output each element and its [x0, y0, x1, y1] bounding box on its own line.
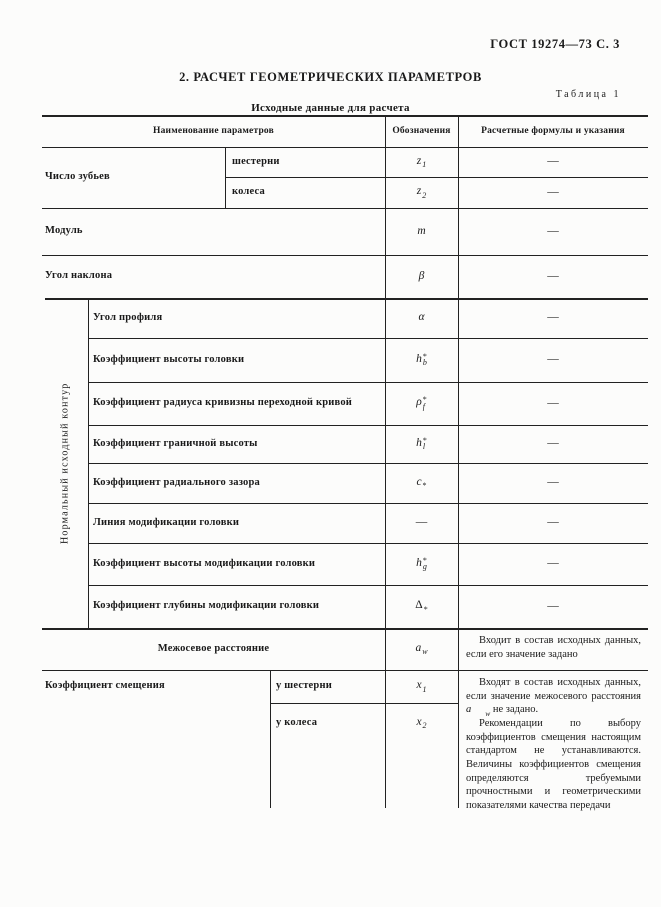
designation-hl: [385, 425, 458, 463]
symbol-sup: *: [422, 351, 427, 361]
row-shift-name: Коэффициент смещения: [45, 680, 165, 692]
formula-beta: —: [547, 269, 559, 282]
symbol-sub: f: [422, 401, 425, 411]
designation-rho-f: [385, 382, 458, 425]
formula-c: —: [547, 476, 559, 489]
row-teeth-sub-wheel: колеса: [232, 186, 265, 198]
symbol-sub: b: [422, 358, 427, 368]
row-addendum-name: Коэффициент высоты головки: [93, 353, 245, 365]
formula-delta: —: [547, 599, 559, 612]
symbol-base: a: [466, 704, 472, 716]
column-header-designation: Обозначения: [392, 125, 451, 136]
symbol-base: x: [416, 679, 422, 692]
symbol-sub: w: [422, 647, 428, 657]
formula-z1: —: [547, 155, 559, 168]
note-text: не задано.: [490, 704, 539, 716]
designation-delta: [385, 585, 458, 628]
symbol-sub: 1: [422, 684, 427, 694]
designation-z2: [385, 177, 458, 208]
designation-beta: [385, 255, 458, 298]
column-header-formulas: Расчетные формулы и указания: [481, 125, 625, 136]
symbol-sub: 2: [422, 721, 427, 731]
note-paragraph-1: [466, 676, 641, 717]
symbol-base: Δ: [415, 599, 423, 612]
note-text: Входят в состав исходных данных, если значение межосевого расстояния: [466, 677, 641, 702]
symbol-sub: w: [485, 708, 491, 718]
designation-z1: [385, 147, 458, 177]
row-clearance-name: Коэффициент радиального зазора: [93, 476, 261, 488]
designation-hb: [385, 338, 458, 382]
row-shift-sub-wheel: у колеса: [276, 716, 318, 728]
group-label-basic-rack: Нормальный исходный контур: [59, 382, 71, 544]
symbol-base: h: [416, 436, 422, 449]
symbol-base: β: [418, 269, 425, 282]
table-title: Исходные данные для расчета: [251, 102, 410, 114]
formula-z2: —: [547, 185, 559, 198]
designation-m: [385, 208, 458, 255]
designation-c: [385, 463, 458, 503]
row-moddepth-name: Коэффициент глубины модификации головки: [93, 600, 320, 612]
row-center-distance-name: Межосевое расстояние: [157, 642, 270, 654]
symbol-base: z: [416, 185, 422, 198]
symbol-base: x: [416, 715, 422, 728]
note-text: Входит в состав исходных данных, если его значение задано: [466, 635, 641, 660]
designation-aw: [385, 628, 458, 670]
symbol-base: h: [416, 556, 422, 569]
column-header-name: Наименование параметров: [153, 125, 274, 136]
formula-hg: —: [547, 557, 559, 570]
symbol-sub: 2: [422, 190, 427, 200]
symbol-sub: g: [422, 562, 427, 572]
symbol-sup: *: [422, 555, 427, 565]
symbol-base: h: [416, 352, 422, 365]
formula-m: —: [547, 224, 559, 237]
row-profile-name: Угол профиля: [93, 311, 163, 323]
symbol-sup: *: [422, 435, 427, 445]
table-number-label: Таблица 1: [555, 89, 621, 100]
row-boundary-name: Коэффициент граничной высоты: [93, 437, 258, 449]
formula-rho-f: —: [547, 396, 559, 409]
note-paragraph-2: Рекомендации по выбору коэффициентов смещения настоящим стандартом не устанавливаются. Величины коэффициентов смещения определяются требуемыми прочностными и геометрическими показателями качества передачи: [466, 718, 641, 811]
subcolumn-border: [225, 147, 226, 208]
designation-alpha: [385, 298, 458, 338]
row-teeth-sub-pinion: шестерни: [232, 155, 280, 167]
symbol-sup: *: [422, 395, 427, 405]
formula-hl: —: [547, 437, 559, 450]
symbol-base: α: [418, 311, 425, 324]
symbol-base: z: [416, 154, 422, 167]
row-teeth-name: Число зубьев: [45, 171, 110, 183]
row-module-name: Модуль: [45, 225, 83, 237]
subcolumn-border: [270, 670, 271, 808]
formula-modline: —: [547, 516, 559, 529]
group-border: [88, 298, 89, 628]
designation-x1: [385, 670, 458, 703]
note-shift-coefficients: [458, 670, 648, 811]
row-helix-name: Угол наклона: [45, 270, 113, 282]
symbol-base: a: [415, 641, 422, 654]
symbol-sub: 1: [422, 160, 427, 170]
doc-reference: ГОСТ 19274—73 С. 3: [490, 37, 620, 51]
formula-hb: —: [547, 353, 559, 366]
designation-hg: [385, 543, 458, 585]
section-title: 2. РАСЧЕТ ГЕОМЕТРИЧЕСКИХ ПАРАМЕТРОВ: [179, 70, 482, 84]
row-modline-name: Линия модификации головки: [93, 516, 240, 528]
symbol-base: ρ: [416, 396, 422, 409]
symbol-sub: l: [422, 442, 426, 452]
formula-alpha: —: [547, 311, 559, 324]
symbol-base: c: [416, 475, 422, 488]
row-modheight-name: Коэффициент высоты модификации головки: [93, 557, 316, 569]
designation-modline: —: [415, 516, 428, 529]
symbol-base: m: [417, 224, 426, 237]
designation-x2: [385, 703, 458, 743]
row-shift-sub-pinion: у шестерни: [276, 680, 332, 692]
symbol-sup: *: [423, 604, 428, 614]
symbol-sup: *: [422, 481, 427, 491]
note-center-distance: [458, 628, 648, 670]
row-fillet-name: Коэффициент радиуса кривизны переходной кривой: [93, 397, 353, 409]
